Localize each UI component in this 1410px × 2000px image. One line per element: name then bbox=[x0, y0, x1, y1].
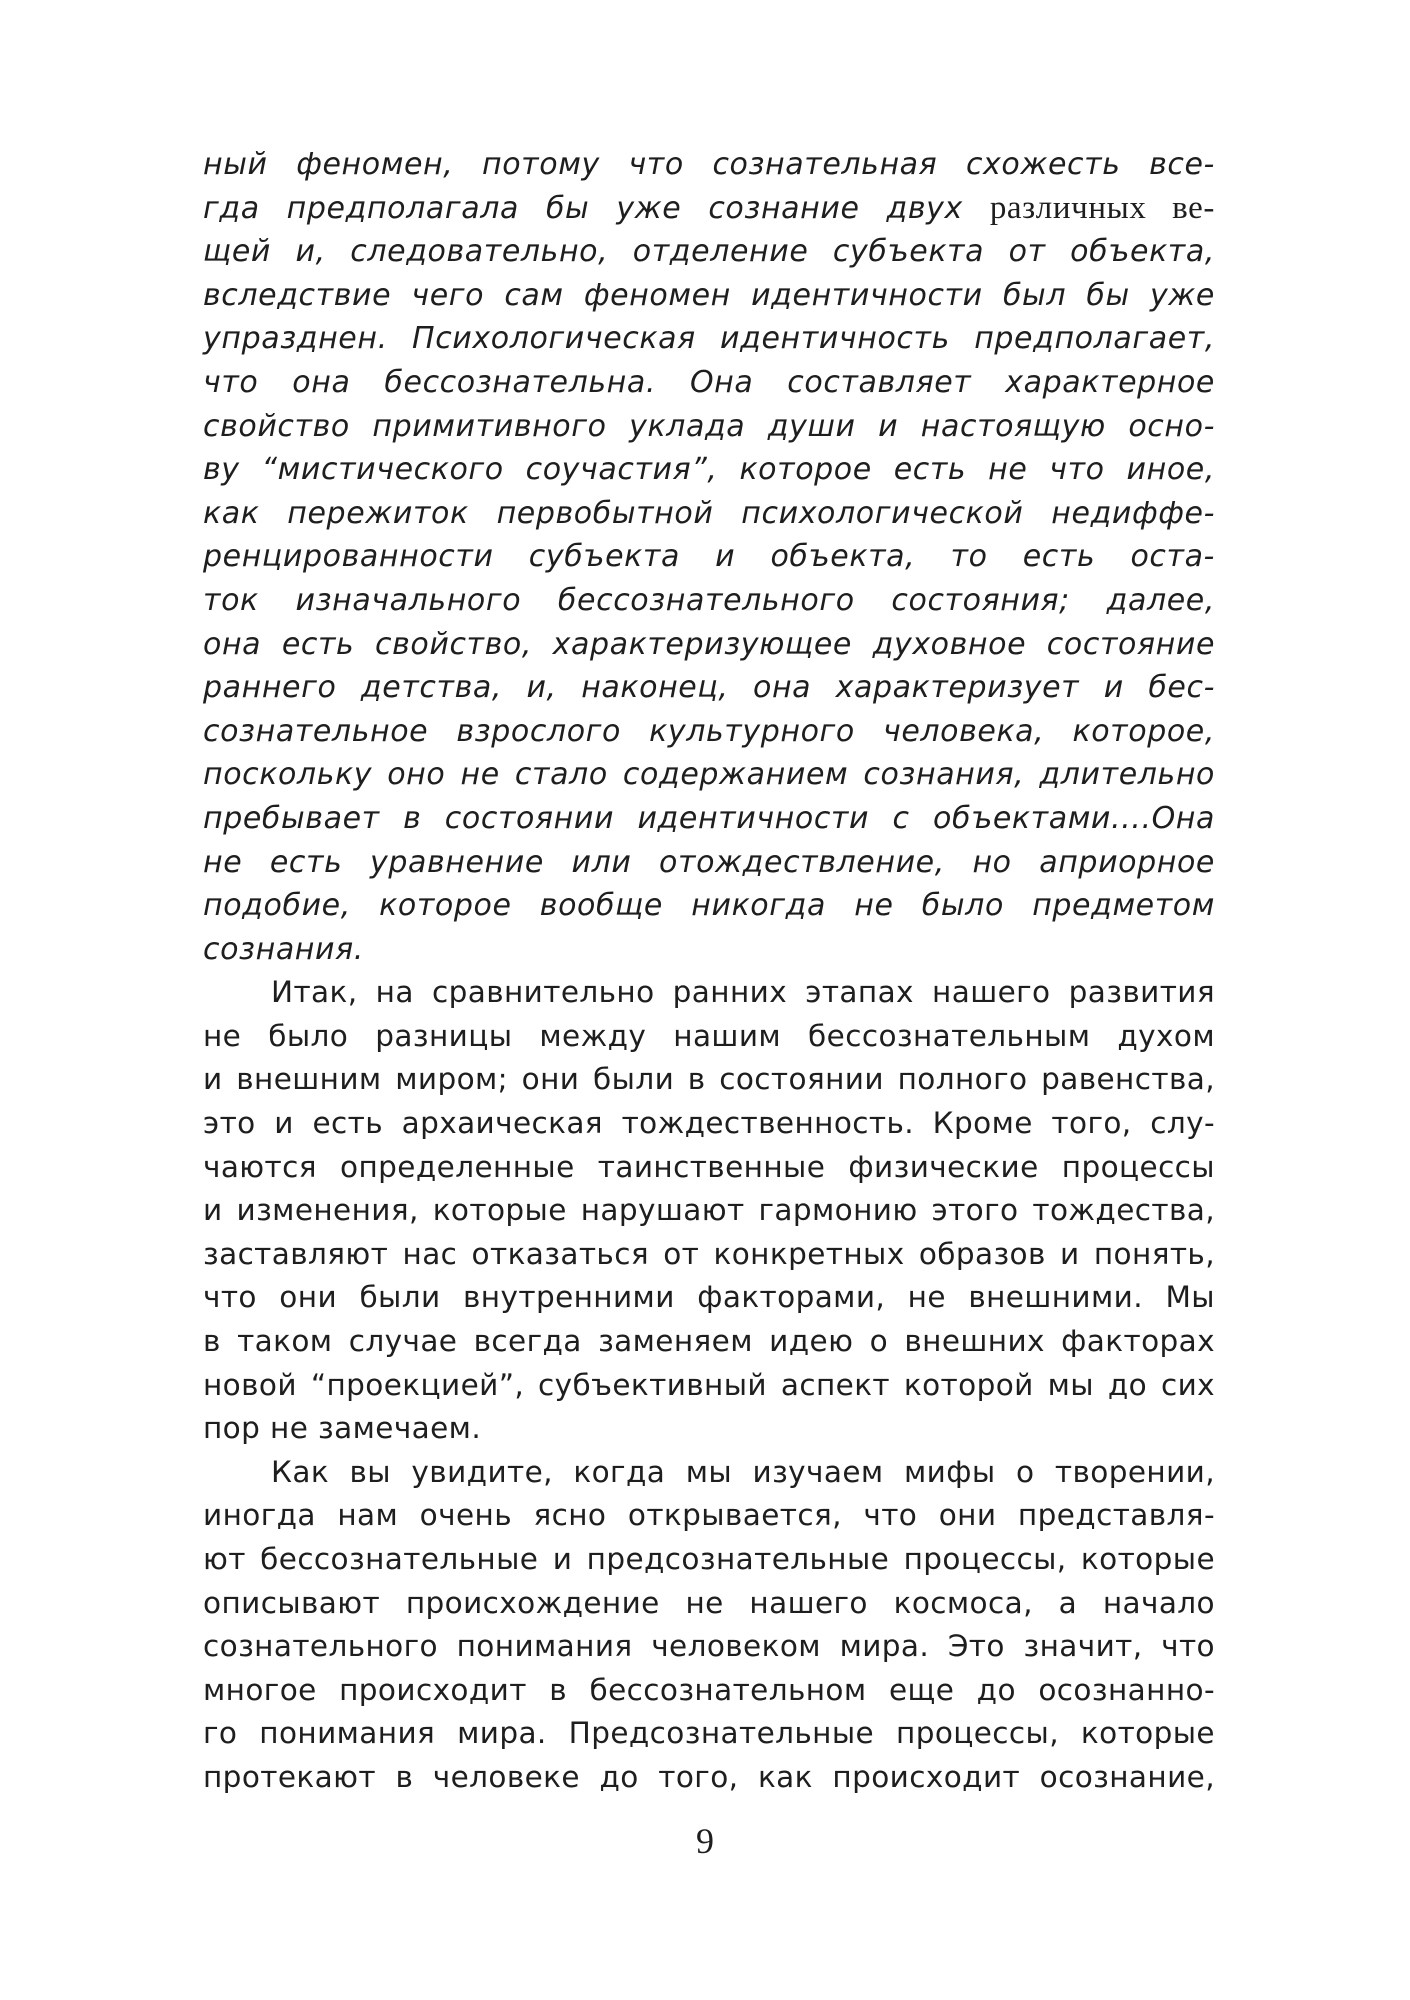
paragraph-2 bbox=[203, 1451, 1215, 1800]
quote-line: что она бессознательна. Она составляет характерное bbox=[203, 364, 1215, 400]
quote-line: она есть свойство, характеризующее духовное состояние bbox=[203, 626, 1215, 662]
quote-line: ток изначального бессознательного состояния; далее, bbox=[203, 582, 1215, 618]
paragraph-1 bbox=[203, 971, 1215, 1451]
quote-line: сознания. bbox=[203, 931, 364, 967]
paragraph-line: в таком случае всегда заменяем идею о внешних факторах bbox=[203, 1324, 1215, 1359]
paragraph-line: и изменения, которые нарушают гармонию этого тождества, bbox=[203, 1193, 1215, 1228]
quote-line: раннего детства, и, наконец, она характеризует и бес- bbox=[203, 670, 1215, 706]
quote-line: не есть уравнение или отождествление, но априорное bbox=[203, 844, 1215, 880]
paragraph-line: Итак, на сравнительно ранних этапах нашего развития bbox=[271, 975, 1215, 1010]
paragraph-line: заставляют нас отказаться от конкретных образов и понять, bbox=[203, 1236, 1215, 1271]
quote-line: поскольку оно не стало содержанием сознания, длительно bbox=[203, 757, 1215, 793]
page-number: 9 bbox=[696, 1821, 714, 1861]
paragraph-line: пор не замечаем. bbox=[203, 1411, 482, 1446]
quote-line: упразднен. Психологическая идентичность предполагает, bbox=[203, 321, 1215, 357]
quote-line: сознательное взрослого культурного человека, которое, bbox=[203, 713, 1215, 749]
quote-line: ный феномен, потому что сознательная схожесть все- bbox=[203, 147, 1215, 182]
paragraph-line: иногда нам очень ясно открывается, что они представля- bbox=[203, 1498, 1215, 1533]
quote-line-text: гда предполагала бы уже сознание двух bbox=[203, 190, 963, 226]
quote-line: щей и, следовательно, отделение субъекта от объекта, bbox=[203, 234, 1215, 270]
quote-line: ренцированности субъекта и объекта, то есть оста- bbox=[203, 539, 1215, 575]
paragraph-line: и внешним миром; они были в состоянии полного равенства, bbox=[203, 1062, 1215, 1097]
paragraph-line: многое происходит в бессознательном еще до осознанно- bbox=[203, 1672, 1215, 1707]
paragraph-line: не было разницы между нашим бессознательным духом bbox=[203, 1018, 1215, 1053]
quote-line: свойство примитивного уклада души и настоящую осно- bbox=[203, 408, 1215, 444]
paragraph-line: это и есть архаическая тождественность. Кроме того, слу- bbox=[203, 1106, 1215, 1141]
paragraph-line: новой “проекцией”, субъективный аспект которой мы до сих bbox=[203, 1367, 1215, 1402]
quote-line: подобие, которое вообще никогда не было предметом bbox=[203, 888, 1215, 924]
paragraph-line: описывают происхождение не нашего космоса, а начало bbox=[203, 1585, 1215, 1620]
quote-line: ву “мистического соучастия”, которое есть не что иное, bbox=[203, 452, 1215, 488]
quote-line-roman-text: различных ве- bbox=[989, 189, 1215, 226]
quote-line bbox=[203, 187, 1215, 231]
quote-line: как пережиток первобытной психологической недиффе- bbox=[203, 495, 1215, 531]
paragraph-line: что они были внутренними факторами, не внешними. Мы bbox=[203, 1280, 1215, 1315]
quote-line: вследствие чего сам феномен идентичности был бы уже bbox=[203, 277, 1215, 313]
paragraph-line: ют бессознательные и предсознательные процессы, которые bbox=[203, 1542, 1215, 1576]
paragraph-line: протекают в человеке до того, как происходит осознание, bbox=[203, 1759, 1215, 1794]
quote-line: пребывает в состоянии идентичности с объектами....Она bbox=[203, 800, 1215, 836]
paragraph-line: Как вы увидите, когда мы изучаем мифы о творении, bbox=[271, 1454, 1215, 1489]
paragraph-line: го понимания мира. Предсознательные процессы, которые bbox=[203, 1716, 1215, 1751]
quoted-passage bbox=[203, 143, 1215, 971]
paragraph-line: сознательного понимания человеком мира. Это значит, что bbox=[203, 1629, 1215, 1664]
paragraph-line: чаются определенные таинственные физические процессы bbox=[203, 1149, 1215, 1184]
page-body bbox=[203, 143, 1215, 1800]
